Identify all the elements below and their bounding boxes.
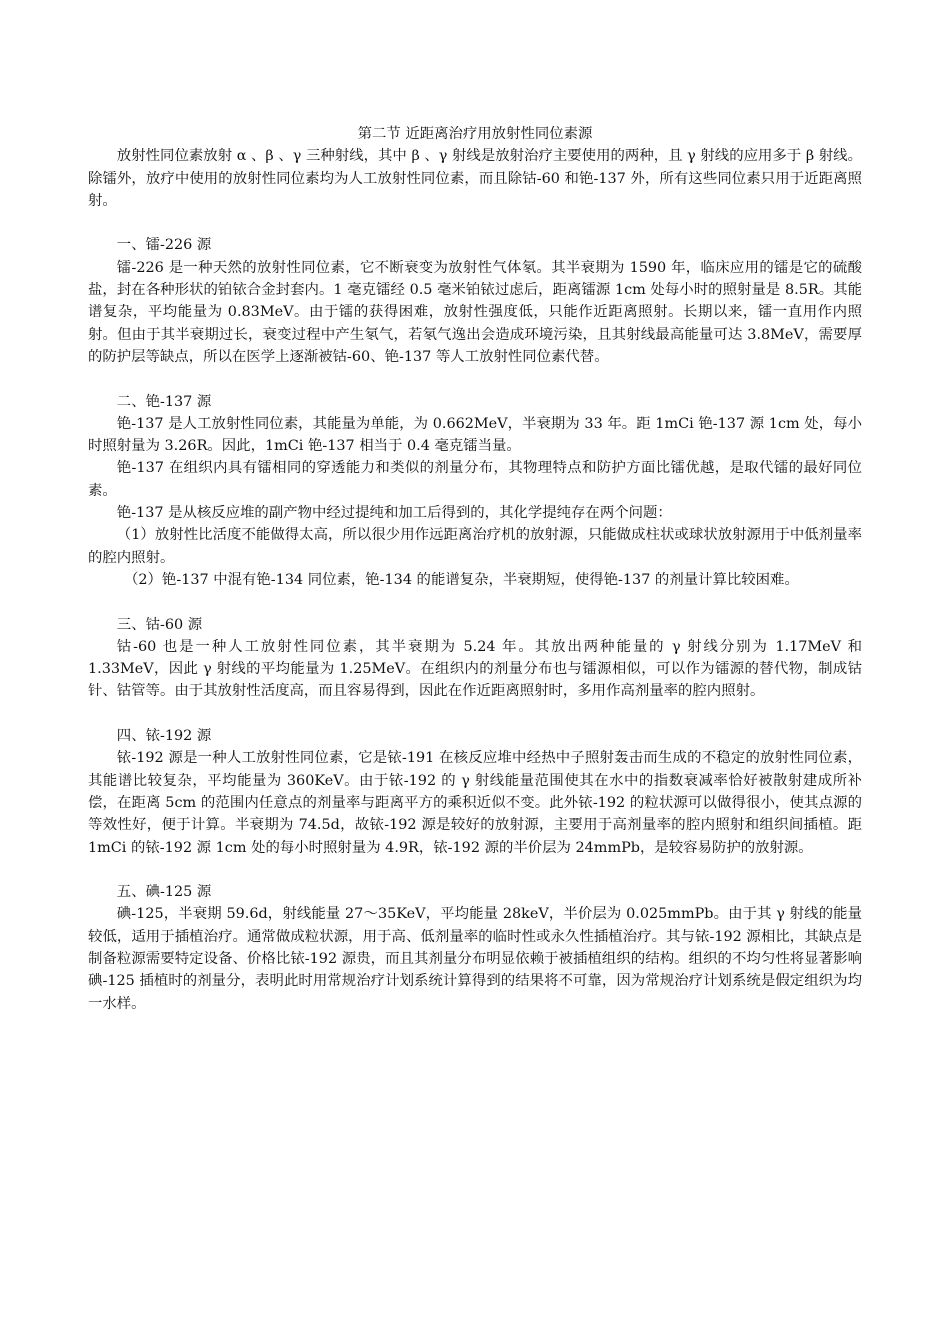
paragraph-cobalt-60: 钴-60 也是一种人工放射性同位素，其半衰期为 5.24 年。其放出两种能量的 γ 射线分别为 1.17MeV 和 1.33MeV，因此 γ 射线的平均能量为 1.25MeV。在组织内的剂量分布也与镭源相似，可以作为镭源的替代物，制成钴针、钴管等。由于其放射性活度高，而且容易得到，因此在作近距离照射时，多用作高剂量率的腔内照射。 — [88, 638, 862, 700]
section-title: 第二节 近距离治疗用放射性同位素源 — [357, 126, 593, 142]
paragraph-radium-226: 镭-226 是一种天然的放射性同位素，它不断衰变为放射性气体氡。其半衰期为 1590 年，临床应用的镭是它的硫酸盐，封在各种形状的铂铱合金封套内。1 毫克镭经 0.5 毫米铂铱过虑后，距离镭源 1cm 处每小时的照射量是 8.5R。其能谱复杂，平均能量为 0.83MeV。由于镭的获得困难，放射性强度低，只能作近距离照射。长期以来，镭一直用作内照射。但由于其半衰期过长，衰变过程中产生氡气，若氡气逸出会造成环境污染，且其射线最高能量可达 3.8MeV，需要厚的防护层等缺点，所以在医学上逐渐被钴-60、铯-137 等人工放射性同位素代替。 — [88, 259, 862, 365]
document-page — [88, 123, 862, 1015]
heading-iridium-192: 四、铱-192 源 — [116, 728, 212, 745]
paragraph-cesium-137-energy: 铯-137 是人工放射性同位素，其能量为单能，为 0.662MeV，半衰期为 33 年。距 1mCi 铯-137 源 1cm 处，每小时照射量为 3.26R。因此，1mCi 铯-137 相当于 0.4 毫克镭当量。 — [88, 415, 862, 455]
paragraph-cesium-137-problems: 铯-137 是从核反应堆的副产物中经过提纯和加工后得到的，其化学提纯存在两个问题： — [116, 505, 672, 522]
heading-radium-226: 一、镭-226 源 — [116, 237, 212, 254]
paragraph-iridium-192: 铱-192 源是一种人工放射性同位素，它是铱-191 在核反应堆中经热中子照射轰击而生成的不稳定的放射性同位素，其能谱比较复杂，平均能量为 360KeV。由于铱-192 的 γ 射线能量范围使其在水中的指数衰减率恰好被散射建成所补偿，在距离 5cm 的范围内任意点的剂量率与距离平方的乘积近似不变。此外铱-192 的粒状源可以做得很小，使其点源的等效性好，便于计算。半衰期为 74.5d，故铱-192 源是较好的放射源，主要用于高剂量率的腔内照射和组织间插植。距 1mCi 的铱-192 源 1cm 处的每小时照射量为 4.9R，铱-192 源的半价层为 24mmPb，是较容易防护的放射源。 — [88, 750, 862, 856]
list-item-cesium-problem-2: （2）铯-137 中混有铯-134 同位素，铯-134 的能谱复杂，半衰期短，使得铯-137 的剂量计算比较困难。 — [124, 571, 799, 588]
heading-cobalt-60: 三、钴-60 源 — [116, 616, 203, 633]
list-item-cesium-problem-1: （1）放射性比活度不能做得太高，所以很少用作远距离治疗机的放射源，只能做成柱状或球状放射源用于中低剂量率的腔内照射。 — [88, 527, 862, 566]
paragraph-iodine-125: 碘-125，半衰期 59.6d，射线能量 27～35KeV，平均能量 28keV，半价层为 0.025mmPb。由于其 γ 射线的能量较低，适用于插植治疗。通常做成粒状源，用于高、低剂量率的临时性或永久性插植治疗。其与铱-192 源相比，其缺点是制备粒源需要特定设备、价格比铱-192 源贵，而且其剂量分布明显依赖于被插植组织的结构。组织的不均匀性将显著影响碘-125 插植时的剂量分，表明此时用常规治疗计划系统计算得到的结果将不可靠，因为常规治疗计划系统是假定组织为均一水样。 — [88, 906, 862, 1012]
heading-iodine-125: 五、碘-125 源 — [116, 884, 212, 901]
heading-cesium-137: 二、铯-137 源 — [116, 393, 212, 410]
intro-paragraph: 放射性同位素放射 α 、β 、γ 三种射线，其中 β 、γ 射线是放射治疗主要使用的两种，且 γ 射线的应用多于 β 射线。除镭外，放疗中使用的放射性同位素均为人工放射性同位素，而且除钴-60 和铯-137 外，所有这些同位素只用于近距离照射。 — [88, 148, 862, 209]
paragraph-cesium-137-properties: 铯-137 在组织内具有镭相同的穿透能力和类似的剂量分布，其物理特点和防护方面比镭优越，是取代镭的最好同位素。 — [88, 460, 862, 499]
